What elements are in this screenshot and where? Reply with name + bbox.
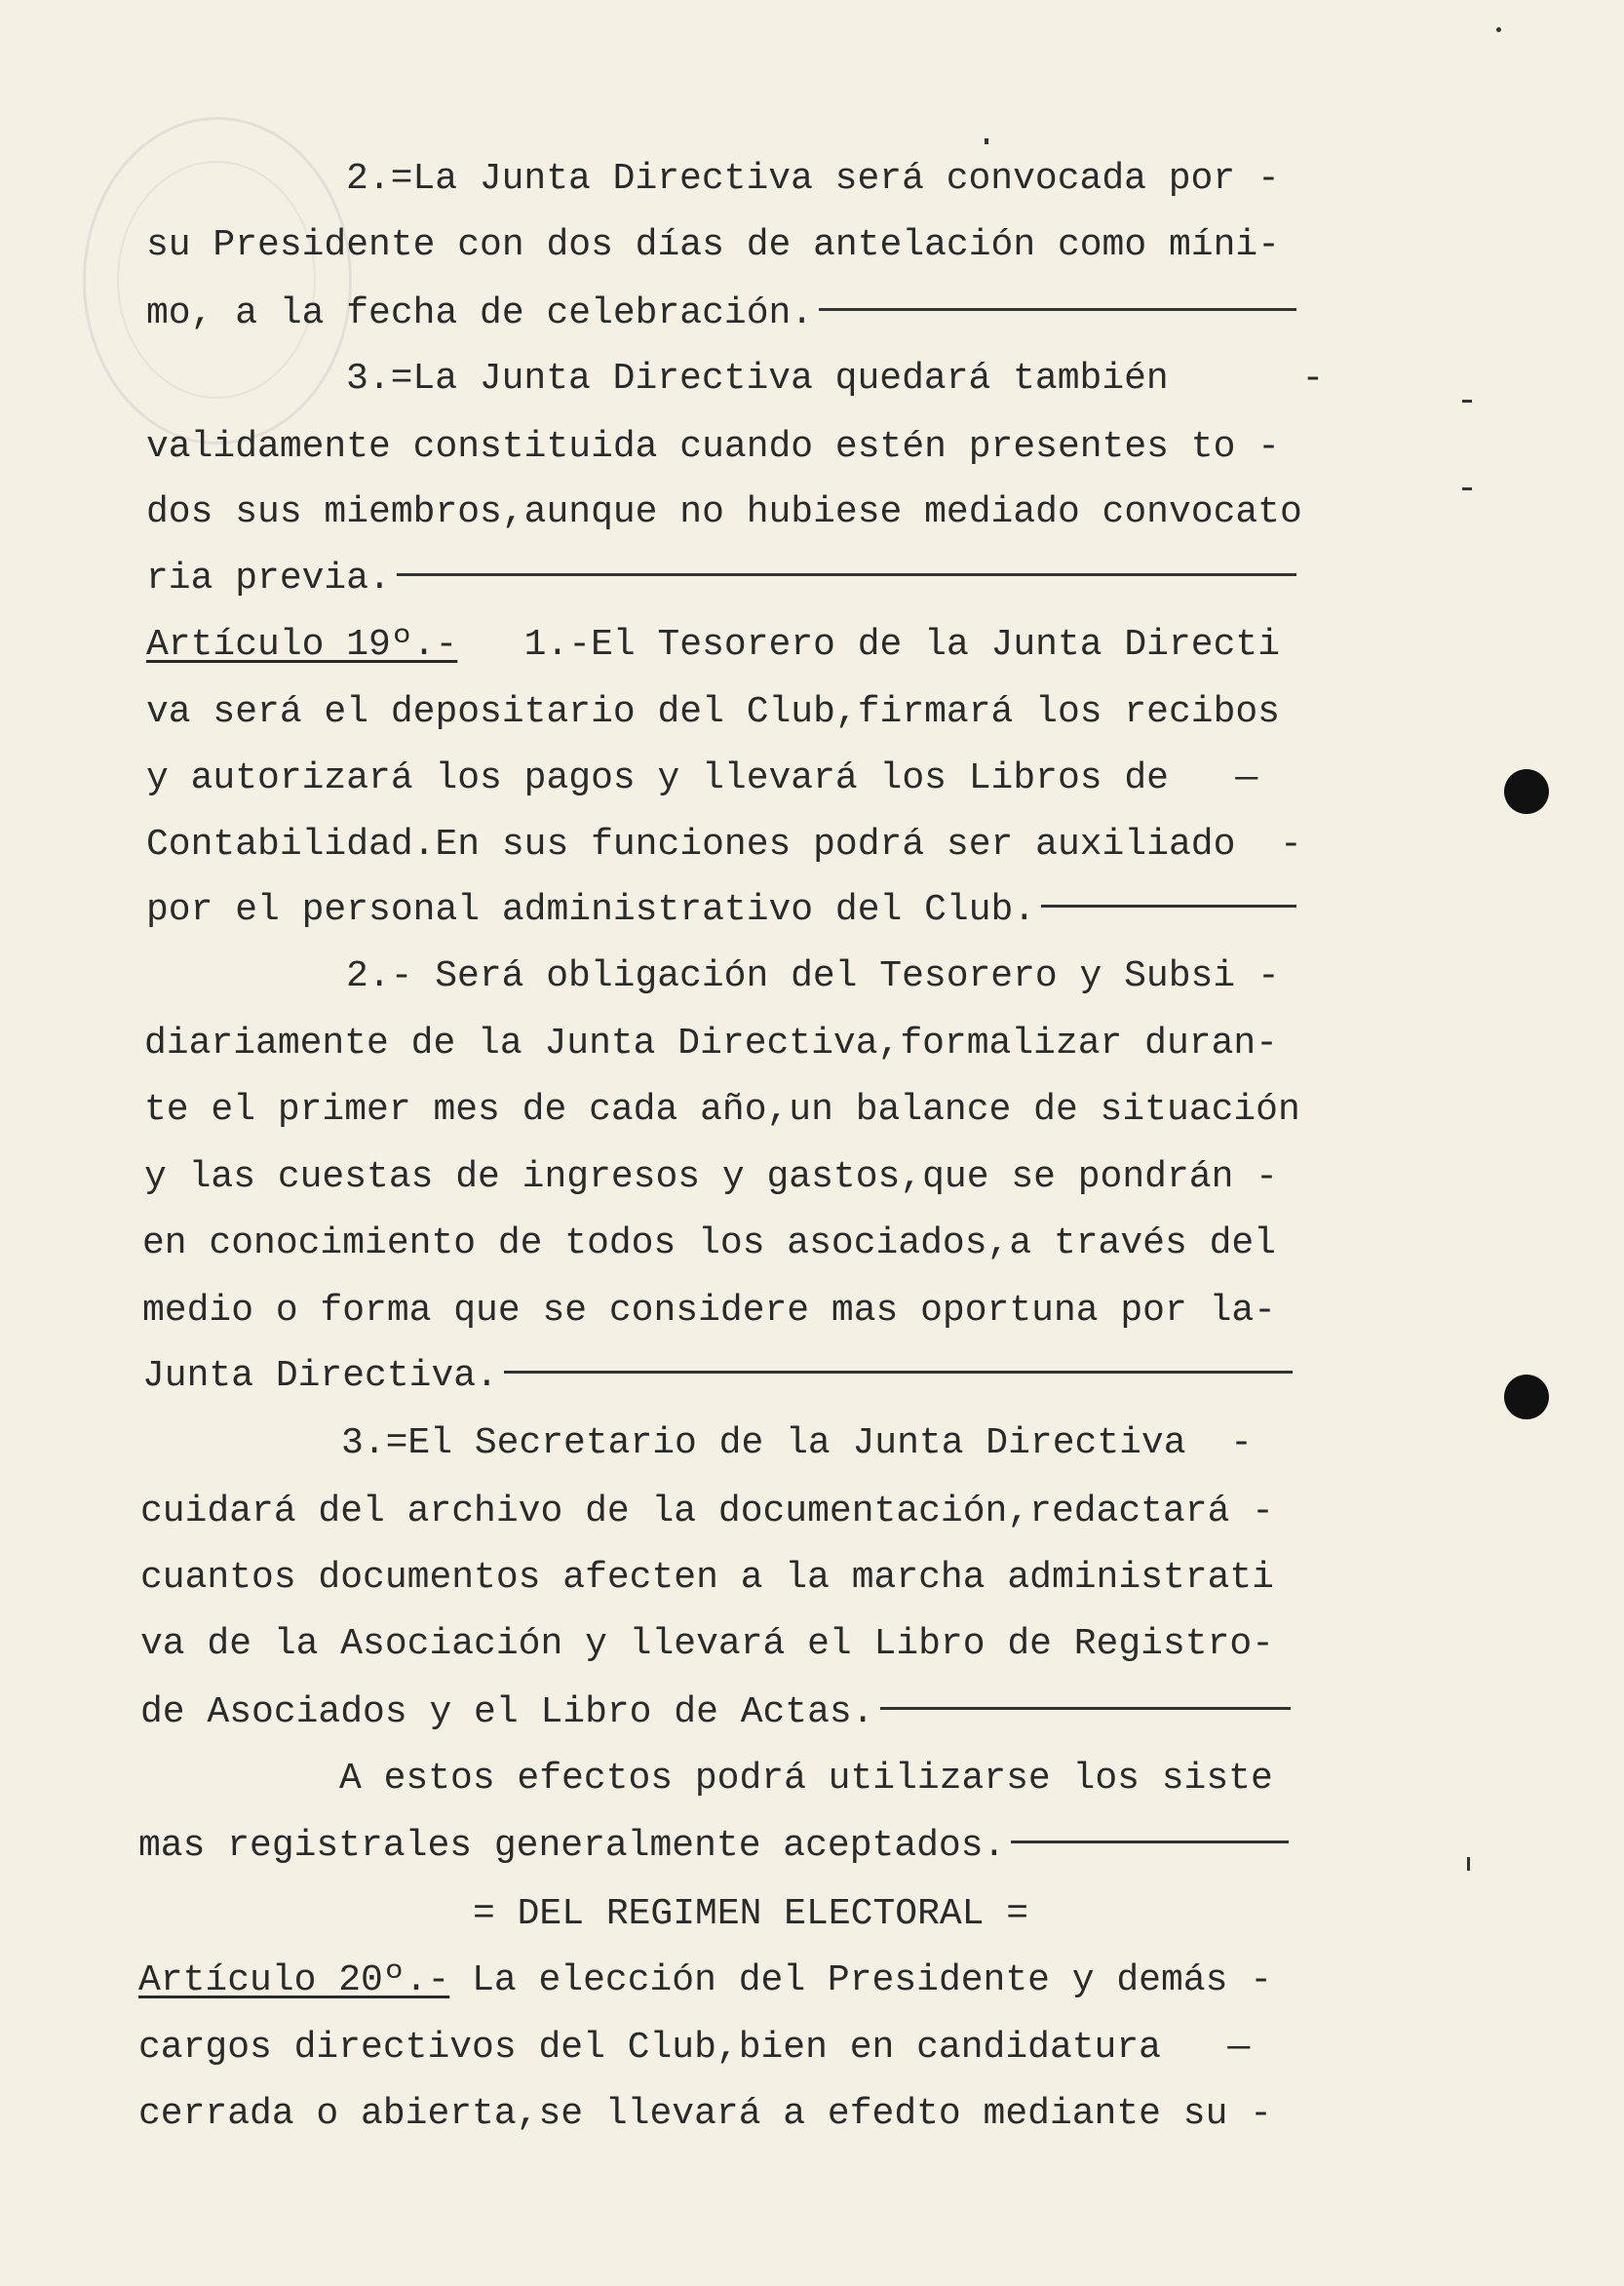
- text-line: Contabilidad.En sus funciones podrá ser auxiliado -: [146, 824, 1302, 866]
- speck: [985, 138, 988, 144]
- text-line: y las cuestas de ingresos y gastos,que se pondrán -: [144, 1156, 1278, 1198]
- text-line: en conocimiento de todos los asociados,a través del: [142, 1222, 1276, 1264]
- text-line: 2.=La Junta Directiva será convocada por -: [346, 158, 1280, 200]
- fill-rule: [1011, 1840, 1289, 1843]
- text-line: Junta Directiva.: [142, 1358, 1293, 1395]
- text-line: dos sus miembros,aunque no hubiese mediado convocato: [146, 491, 1302, 533]
- punch-hole: [1504, 1375, 1549, 1419]
- text-line: mo, a la fecha de celebración.: [146, 295, 1296, 332]
- fill-rule: [504, 1371, 1293, 1374]
- text-line: 3.=El Secretario de la Junta Directiva -: [341, 1422, 1253, 1464]
- speck: [1467, 1857, 1470, 1871]
- punch-hole: [1504, 769, 1549, 814]
- article-19-line: Artículo 19º.- 1.-El Tesorero de la Junta Directi: [146, 624, 1281, 666]
- text-line: medio o forma que se considere mas oportuna por la-: [142, 1290, 1276, 1332]
- faded-stamp-inner: [117, 161, 316, 399]
- article-20-line: Artículo 20º.- La elección del Presidente y demás -: [138, 1959, 1273, 2001]
- text-line: validamente constituida cuando estén presentes to -: [146, 426, 1280, 468]
- text-line: mas registrales generalmente aceptados.: [138, 1828, 1289, 1865]
- text-line: por el personal administrativo del Club.: [146, 892, 1296, 929]
- text-line: cuantos documentos afecten a la marcha administrati: [140, 1557, 1274, 1599]
- fill-rule: [819, 308, 1296, 311]
- text-line: va será el depositario del Club,firmará los recibos: [146, 691, 1280, 733]
- text-line: 2.- Será obligación del Tesorero y Subsi -: [346, 955, 1280, 997]
- article-heading: Artículo 20º.-: [138, 1959, 450, 2001]
- article-heading: Artículo 19º.-: [146, 624, 458, 666]
- text-line: 3.=La Junta Directiva quedará también -: [346, 358, 1325, 400]
- text-line: diariamente de la Junta Directiva,formalizar duran-: [144, 1023, 1278, 1065]
- text-line: y autorizará los pagos y llevará los Libros de —: [146, 757, 1258, 799]
- section-heading: = DEL REGIMEN ELECTORAL =: [473, 1893, 1029, 1935]
- fill-rule: [1041, 905, 1296, 908]
- speck: [1462, 487, 1472, 490]
- text-line: ria previa.: [146, 561, 1296, 598]
- text-line: A estos efectos podrá utilizarse los siste: [339, 1758, 1273, 1800]
- fill-rule: [880, 1707, 1291, 1710]
- text-line: te el primer mes de cada año,un balance de situación: [144, 1089, 1300, 1131]
- text-line: de Asociados y el Libro de Actas.: [140, 1694, 1291, 1731]
- text-line: cuidará del archivo de la documentación,redactará -: [140, 1491, 1274, 1532]
- speck: [1496, 27, 1501, 32]
- text-line: cerrada o abierta,se llevará a efedto mediante su -: [138, 2093, 1272, 2135]
- text-line: va de la Asociación y llevará el Libro de Registro-: [140, 1623, 1274, 1665]
- speck: [1462, 400, 1472, 403]
- text-line: su Presidente con dos días de antelación como míni-: [146, 224, 1280, 266]
- text-line: cargos directivos del Club,bien en candidatura —: [138, 2027, 1251, 2069]
- fill-rule: [397, 573, 1296, 576]
